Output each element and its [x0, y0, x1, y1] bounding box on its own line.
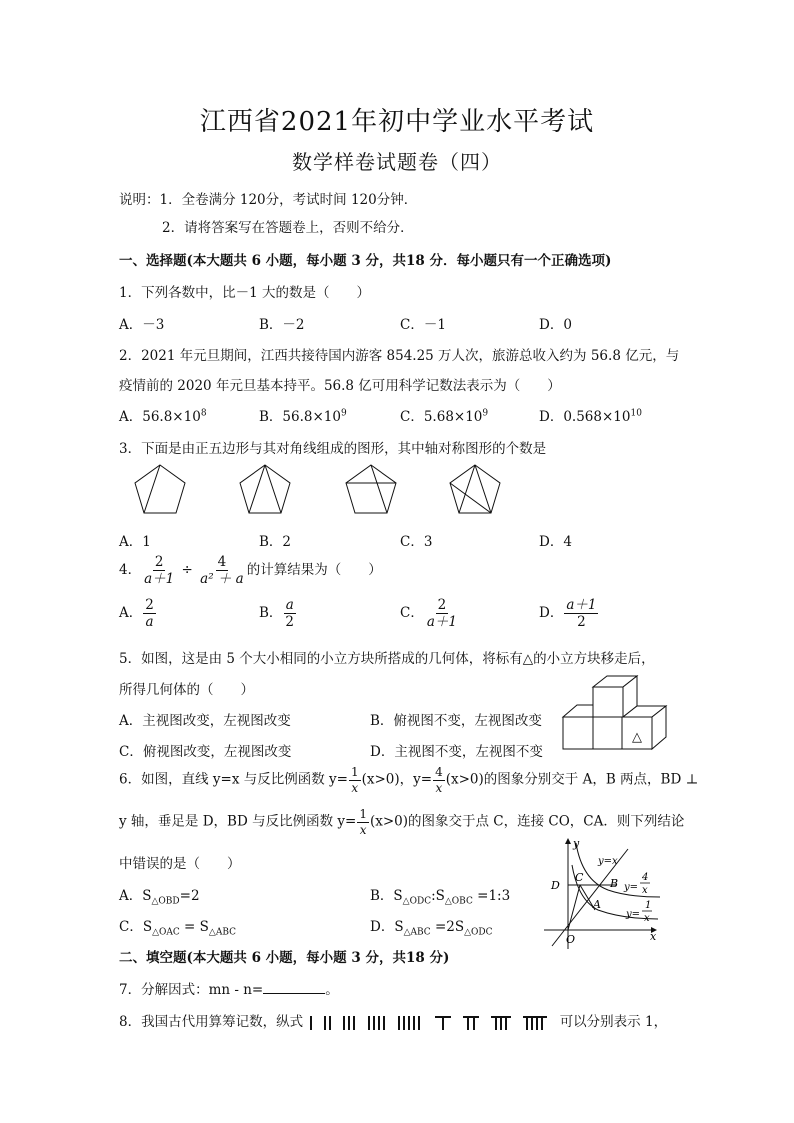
svg-text:y=: y=: [624, 882, 639, 893]
label-line-y-equals-x: y=x: [598, 856, 618, 867]
label-point-c: C: [575, 871, 584, 884]
q8-stem: 8．我国古代用算筹记数，纵式 可以分别表示 1，: [119, 1014, 668, 1030]
svg-text:1: 1: [645, 900, 652, 911]
q2-option-b: B．$56.8\times 10^9$: [259, 408, 347, 425]
label-y-axis: y: [573, 837, 580, 850]
q3-option-d: D．4: [539, 534, 572, 550]
q1-stem: 1．下列各数中，比－1 大的数是（ ）: [119, 285, 370, 301]
q3-option-c: C．3: [400, 534, 433, 550]
q2-option-a: A．$56.8\times 10^8$: [119, 408, 207, 425]
pentagon-figure-3: [346, 465, 396, 513]
note-1: 说明：1．全卷满分 120分，考试时间 120分钟．: [119, 192, 418, 208]
q4-option-d: D． $\frac{a+1}{2}$: [539, 597, 597, 631]
q2-option-d: D．$0.568\times 10^{10}$: [539, 408, 642, 425]
q5-cube-figure: [560, 675, 672, 767]
label-curve-4-over-x: [623, 872, 650, 896]
q5-stem-line1: 5．如图，这是由 5 个大小相同的小立方块所搭成的几何体，将标有△的小立方块移走后，: [119, 651, 655, 667]
q7-answer-blank[interactable]: [263, 981, 325, 994]
q2-stem-line2: 疫情前的 2020 年元旦基本持平。56.8 亿可用科学记数法表示为（ ）: [119, 378, 561, 394]
q6-option-a: A．$S_{\triangle OBD}=2$: [119, 888, 200, 907]
q6-graph: [538, 835, 666, 951]
q1-option-c: C．－1: [400, 317, 446, 333]
label-point-b: B: [610, 877, 619, 890]
note-2: 2．请将答案写在答题卷上，否则不给分．: [162, 220, 414, 236]
q4-option-c: C． $\frac{2}{a+1}$: [400, 597, 457, 631]
q3-stem: 3．下面是由正五边形与其对角线组成的图形，其中轴对称图形的个数是: [119, 441, 547, 457]
q3-option-b: B．2: [259, 534, 292, 550]
q1-option-a: A．－3: [119, 317, 165, 333]
q5-option-c: C．俯视图改变，左视图改变: [119, 744, 292, 760]
q5-option-a: A．主视图改变，左视图改变: [119, 713, 291, 729]
q5-stem-line2: 所得几何体的（ ）: [119, 682, 254, 698]
q4-option-a: A． $\frac{2}{a}$: [119, 597, 154, 631]
label-origin: O: [566, 933, 576, 946]
label-point-d: D: [551, 879, 560, 892]
svg-text:y=: y=: [626, 909, 641, 920]
exam-title: 江西省2021年初中学业水平考试: [199, 107, 595, 137]
label-point-a: A: [593, 898, 601, 911]
exam-subtitle: 数学样卷试题卷（四）: [292, 150, 502, 174]
q6-option-c: C．$S_{\triangle OAC} = S_{\triangle ABC}$: [119, 919, 237, 938]
q5-option-d: D．主视图不变，左视图不变: [370, 744, 543, 760]
q6-stem-line2: y 轴，垂足是 D，BD 与反比例函数 y= $\frac{1}{x}$ (x>0)的图象交于点 C，连接 CO，CA．则下列结论: [119, 807, 685, 837]
label-x-axis: x: [650, 930, 657, 943]
q3-option-a: A．1: [119, 534, 151, 550]
section1-heading: 一、选择题(本大题共 6 小题，每小题 3 分，共18 分．每小题只有一个正确选项): [119, 253, 612, 269]
section2-heading: 二、填空题(本大题共 6 小题，每小题 3 分，共18 分): [119, 950, 450, 966]
q5-triangle-mark: △: [632, 730, 642, 745]
q4-option-b: B． $\frac{a}{2}$: [259, 597, 295, 631]
q6-stem-line3: 中错误的是（ ）: [119, 856, 241, 872]
label-curve-1-over-x: [625, 900, 652, 924]
q6-stem-line1: 6．如图，直线 y=x 与反比例函数 y= $\frac{1}{x}$ (x>0)，y= $\frac{4}{x}$ (x>0)的图象分别交于 A，B 两点，BD ⊥: [119, 765, 699, 795]
q3-pentagon-figures: [130, 462, 530, 518]
segment-co: [568, 885, 580, 930]
q4-fraction-1: $\frac{2}{a+1}$: [144, 554, 175, 588]
q1-option-b: B．－2: [259, 317, 305, 333]
q7-stem: 7．分解因式：mn - n= 。: [119, 982, 339, 998]
q1-option-d: D．0: [539, 317, 572, 333]
svg-text:x: x: [644, 913, 650, 924]
q2-option-c: C．$5.68\times 10^9$: [400, 408, 489, 425]
q4-stem: 4． $\frac{2}{a+1}$ ÷ $\frac{4}{\text{a² ＋ a}}$ 的计算结果为（ ）: [119, 554, 382, 588]
q2-stem-line1: 2．2021 年元旦期间，江西共接待国内游客 854.25 万人次，旅游总收入约为 56.8 亿元，与: [119, 348, 680, 364]
q5-option-b: B．俯视图不变，左视图改变: [370, 713, 542, 729]
q6-option-d: D．$S_{\triangle ABC} =2S_{\triangle ODC}$: [370, 919, 493, 938]
svg-text:x: x: [642, 885, 648, 896]
pentagon-figure-2: [240, 465, 290, 513]
counting-rods-icon: [307, 1015, 555, 1031]
svg-text:4: 4: [642, 872, 649, 883]
pentagon-figure-1: [135, 465, 185, 513]
q4-fraction-2: $\frac{4}{\text{a² ＋ a}}$: [200, 554, 244, 588]
pentagon-figure-4: [450, 465, 500, 513]
q6-option-b: B．$S_{\triangle ODC}:S_{\triangle OBC}$ =1:3: [370, 888, 511, 907]
